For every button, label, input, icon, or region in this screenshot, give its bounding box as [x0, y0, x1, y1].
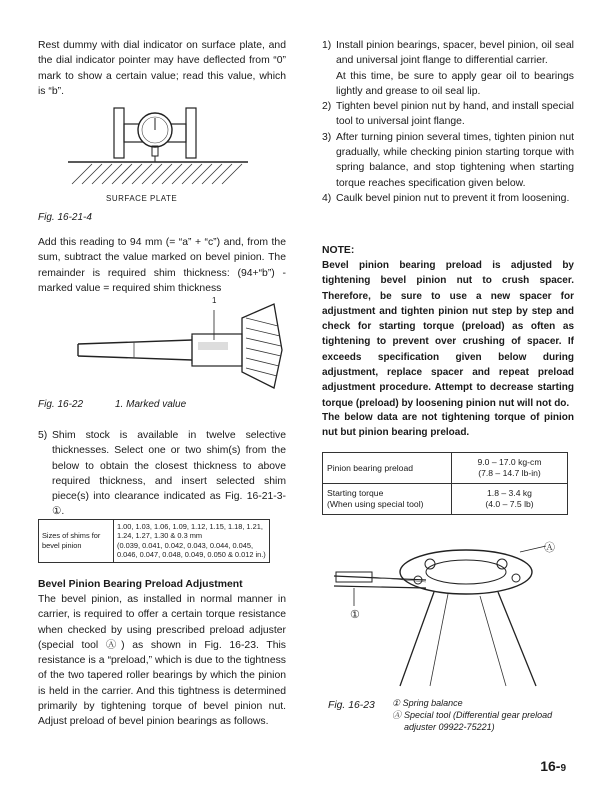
spec-torque-label-2: (When using special tool) — [327, 499, 424, 509]
step-3 — [322, 130, 574, 191]
step-1-extra: At this time, be sure to apply gear oil to bearings lightly and grease to oil seal lip. — [336, 70, 574, 97]
step-5 — [38, 428, 286, 520]
shim-mm-values: 1.00, 1.03, 1.06, 1.09, 1.12, 1.15, 1.18, 1.21, 1.24, 1.27, 1.30 & 0.3 mm — [117, 522, 263, 541]
page-number — [540, 758, 566, 774]
step-3-text: After turning pinion several times, tighten pinion nut gradually, while checking pinion starting torque with spring balance, and stop tightening when starting torque reaches specification given below. — [336, 131, 574, 189]
spec-preload-lbin: (7.8 – 14.7 lb-in) — [478, 468, 541, 478]
intro-paragraph: Rest dummy with dial indicator on surface plate, and the dial indicator pointer may have deflected from “0” mark to show a certain value; read this value, which is “b”. — [38, 40, 286, 97]
step-2 — [322, 99, 574, 130]
page-number-main: 16- — [540, 758, 561, 774]
note-text-2: The below data are not tightening torque of pinion nut but pinion bearing preload. — [322, 412, 574, 439]
step-2-text: Tighten bevel pinion nut by hand, and install special tool to universal joint flange. — [336, 101, 574, 128]
step-4-text: Caulk bevel pinion nut to prevent it from loosening. — [336, 192, 570, 204]
spec-preload-value — [452, 453, 568, 484]
fig-16-22-caption: Fig. 16-22 — [38, 399, 84, 410]
step-1-num: 1) — [322, 40, 332, 51]
fig-16-21-4-caption: Fig. 16-21-4 — [38, 212, 92, 223]
spec-torque-kg: 1.8 – 3.4 kg — [487, 488, 532, 498]
shim-inch-values: (0.039, 0.041, 0.042, 0.043, 0.044, 0.045, 0.046, 0.047, 0.048, 0.049, 0.050 & 0.012 in.) — [117, 540, 266, 560]
step-2-num: 2) — [322, 101, 332, 113]
dial-indicator-figure — [58, 104, 258, 190]
shim-table-values — [114, 520, 270, 563]
step-4 — [322, 191, 574, 206]
callout-1: ① — [350, 609, 360, 621]
spec-preload-kgcm: 9.0 – 17.0 kg-cm — [477, 457, 542, 467]
preload-paragraph: The bevel pinion, as installed in normal manner in carrier, is required to offer a certain torque resistance when checked by using prescribed preload adjuster (special tool Ⓐ) as shown in Fig. 16-23. This resistance is a “preload,” which is due to the tightness of the two tapered roller bearings by which the pinion is held in the carrier. And this tightness is determined primarily by tightening torque of bevel pinion nut. Adjust preload of bevel pinion bearings as follows. — [38, 594, 286, 728]
step-5-num: 5) — [38, 430, 48, 441]
step-5-text: Shim stock is available in twelve selective thicknesses. Select one or two shim(s) from the below to obtain the closest thickness to above required thickness, and insert selected shim piece(s) into clearance indicated as Fig. 16-21-3- ①. — [52, 430, 286, 518]
note-title: NOTE: — [322, 245, 355, 256]
preload-spec-table — [322, 452, 568, 515]
marked-value-note: 1. Marked value — [115, 399, 187, 410]
note2-text: Special tool (Differential gear preload adjuster 09922-75221) — [404, 710, 553, 732]
step-3-num: 3) — [322, 131, 332, 143]
step-1 — [322, 38, 574, 99]
spec-row-starting-torque — [323, 484, 568, 515]
spec-torque-label-1: Starting torque — [327, 488, 384, 498]
bevel-pinion-figure — [74, 300, 286, 390]
note-spring-balance — [392, 697, 572, 709]
note-text: Bevel pinion bearing preload is adjusted by tightening bevel pinion nut to crush spacer. Therefore, be sure to use a new spacer for adjustment and tighten pinion nut step by step and check for starting torque (preload) as often as tightening to prevent over crushing of spacer. If exceeds specification given below during adjustment, replace spacer and repeat preload adjustment procedure. Attempt to decrease starting torque (preload) by loosening pinion nut will not do. — [322, 260, 574, 409]
shim-table-label: Sizes of shims for bevel pinion — [39, 520, 114, 563]
preload-heading: Bevel Pinion Bearing Preload Adjustment — [38, 579, 243, 590]
spec-torque-value — [452, 484, 568, 515]
note1-symbol: ① — [392, 698, 401, 708]
note2-symbol: Ⓐ — [392, 710, 402, 720]
fig-16-23-caption: Fig. 16-23 — [328, 700, 375, 711]
spec-torque-lb: (4.0 – 7.5 lb) — [485, 499, 534, 509]
note1-text: Spring balance — [402, 698, 463, 708]
step-1-text: Install pinion bearings, spacer, bevel pinion, oil seal and universal joint flange to differential carrier. — [336, 40, 574, 67]
spec-preload-label: Pinion bearing preload — [323, 453, 452, 484]
callout-a: Ⓐ — [544, 542, 555, 554]
preload-adjuster-figure — [330, 536, 570, 688]
pinion-callout-1: 1 — [212, 296, 217, 305]
steps-list — [322, 38, 574, 206]
add-reading-paragraph: Add this reading to 94 mm (= “a” + “c”) and, from the sum, subtract the value marked on bevel pinion. The remainder is required shim thickness: (94+“b”) - marked value = required shim thickness — [38, 237, 286, 294]
surface-plate-label: SURFACE PLATE — [106, 194, 178, 203]
fig-16-23-notes — [392, 697, 572, 733]
page-number-sub: 9 — [560, 763, 566, 774]
step-4-num: 4) — [322, 192, 332, 204]
note-special-tool — [392, 709, 572, 733]
spec-row-preload — [323, 453, 568, 484]
shim-size-table — [38, 519, 270, 563]
spec-torque-label — [323, 484, 452, 515]
